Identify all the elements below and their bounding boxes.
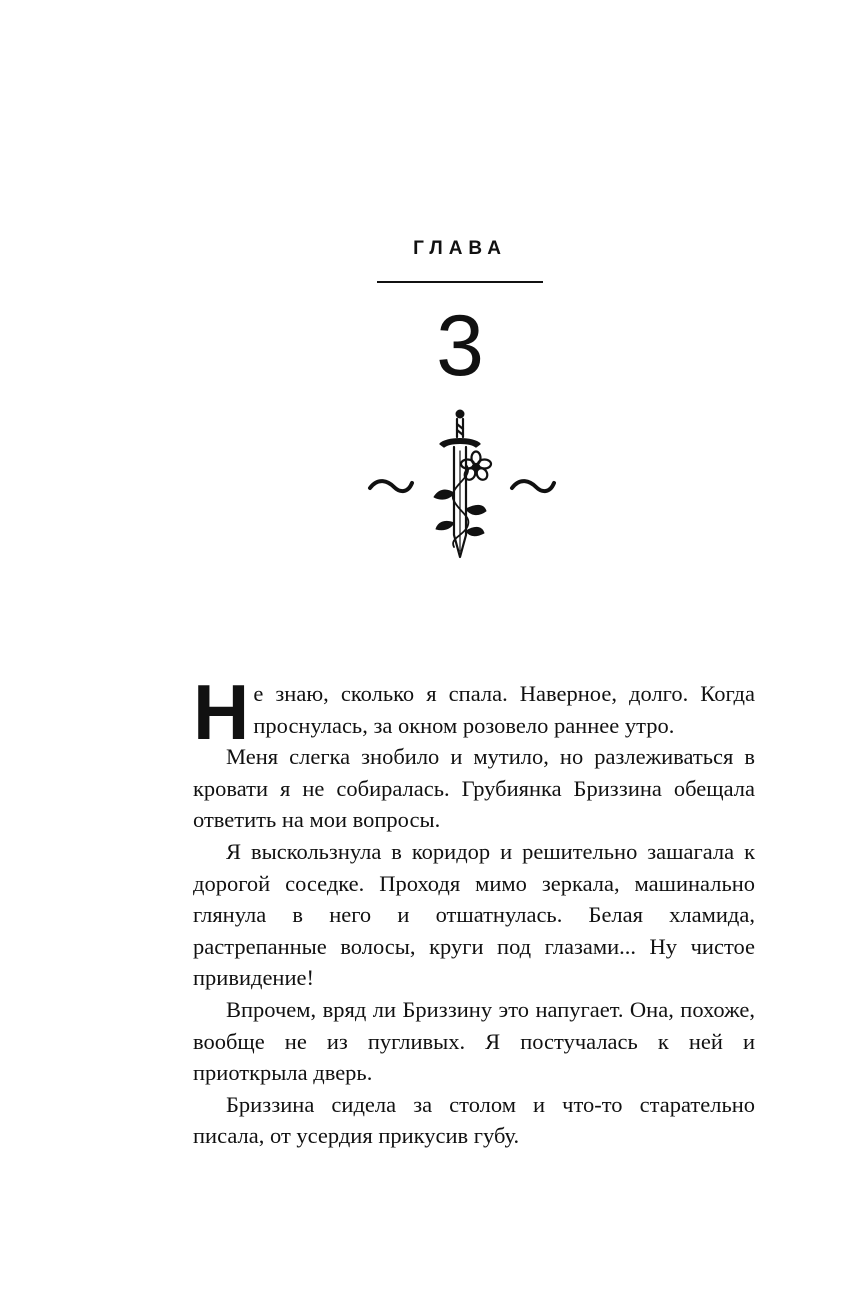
drop-cap: Н [193, 668, 250, 756]
paragraph: Впрочем, вряд ли Бриззину это напугает. Она, похоже, вообще не из пугливых. Я постучалась к ней и приоткрыла дверь. [193, 996, 755, 1086]
chapter-number: 3 [436, 298, 484, 394]
paragraph: Я выскользнула в коридор и решительно зашагала к дорогой соседке. Проходя мимо зеркала, машинально глянула в него и отшатнулась. Белая хламида, растрепанные волосы, круги под глазами... Ну чистое привидение! [193, 838, 755, 991]
paragraph-text: е знаю, сколько я спала. Наверное, долго. Когда проснулась, за окном розовело раннее утро. [253, 681, 755, 738]
chapter-divider [377, 281, 543, 283]
chapter-label: ГЛАВА [413, 238, 507, 259]
paragraph: Меня слегка знобило и мутило, но разлеживаться в кровати я не собиралась. Грубиянка Бриззина обещала ответить на мои вопросы. [193, 744, 755, 833]
paragraph: Бриззина сидела за столом и что-то старательно писала, от усердия прикусив губу. [193, 1091, 755, 1149]
chapter-text [193, 668, 755, 1152]
sword-with-flower-vine-icon [360, 405, 560, 565]
paragraph [193, 668, 755, 756]
